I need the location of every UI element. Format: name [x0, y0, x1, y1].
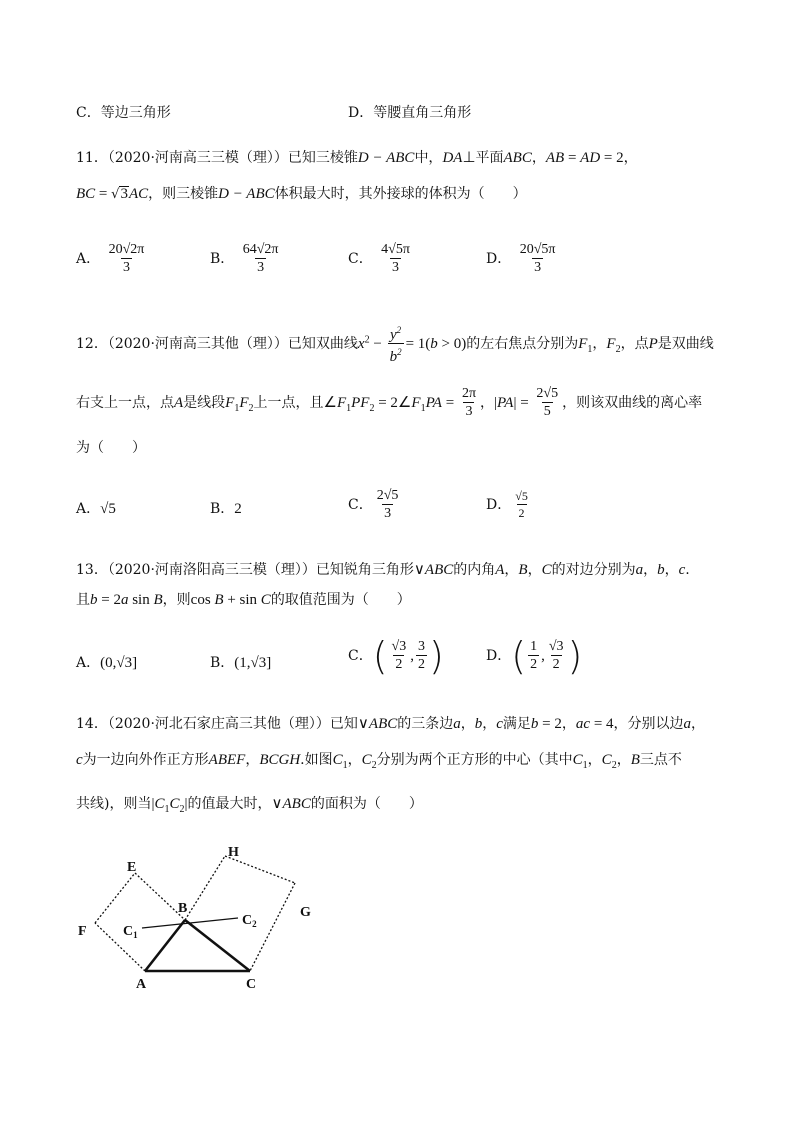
math: C	[361, 752, 372, 768]
math: b	[90, 592, 98, 608]
q12-text: ，点	[620, 336, 649, 352]
math: D − ABC	[218, 186, 275, 202]
math: 1	[234, 402, 240, 414]
math: b	[430, 336, 438, 352]
numerator: 20√5π	[519, 242, 556, 257]
q14-line-1	[76, 714, 705, 734]
math: BCGH	[259, 752, 301, 768]
q14-text: 的三条边	[397, 716, 454, 732]
math: DA	[442, 150, 463, 166]
q13-option-d[interactable]	[486, 636, 582, 676]
q11-option-b[interactable]	[210, 242, 283, 276]
q11-text: 体积最大时，其外接球的体积为（ ）	[274, 186, 527, 202]
q12-option-a[interactable]	[76, 498, 116, 518]
denominator: 3	[122, 260, 130, 275]
math: ⊥	[462, 150, 476, 166]
math: 1	[582, 759, 588, 771]
q11-text: ，则三棱锥	[148, 186, 219, 202]
math: ABC	[282, 796, 311, 812]
q14-text: ，	[347, 752, 362, 768]
square-abef	[95, 873, 188, 971]
q10-option-d[interactable]	[348, 102, 471, 122]
math: F	[225, 395, 235, 411]
label-c: C	[246, 977, 257, 992]
q12-text: 上一点，且	[253, 395, 324, 411]
q11-option-d[interactable]	[486, 242, 559, 276]
math: A	[495, 562, 505, 578]
q14-text: ，	[561, 716, 576, 732]
math: D − ABC	[357, 150, 415, 166]
q12-text: 是线段	[183, 395, 226, 411]
math: a	[635, 562, 644, 578]
math: b	[474, 716, 483, 732]
q11-text: ，	[623, 150, 638, 166]
math: = 1(	[405, 336, 431, 352]
q14-line-2	[76, 750, 682, 776]
math: b	[657, 562, 665, 578]
numerator: 1	[530, 639, 538, 654]
q13-text: 已知锐角三角形	[315, 562, 414, 578]
math: C	[154, 796, 165, 812]
q13-line-2	[76, 590, 411, 610]
label-g: G	[300, 905, 311, 920]
q11-text: 平面	[475, 150, 504, 166]
math: ∨	[413, 562, 425, 578]
q12-text: 为（ ）	[76, 440, 146, 456]
q14-source: （2020·河北石家庄高三其他（理））	[107, 716, 330, 732]
q11-text: 中，	[414, 150, 443, 166]
math: C	[260, 592, 271, 608]
math: AD	[580, 150, 601, 166]
label-h: H	[228, 845, 239, 860]
math: B	[518, 562, 528, 578]
q11-text: ，	[531, 150, 546, 166]
fraction	[513, 488, 530, 522]
fraction	[528, 639, 539, 673]
label-c2: $C_2$	[242, 913, 257, 929]
denominator: 2	[530, 657, 538, 672]
option-label: A．	[76, 655, 101, 671]
q12-line-1	[76, 322, 714, 366]
math: =	[564, 150, 581, 166]
q14-text: 满足	[502, 716, 531, 732]
math: |	[184, 796, 188, 812]
label-a: A	[136, 977, 147, 992]
math: 2	[371, 759, 377, 771]
math: C	[541, 562, 552, 578]
q12-option-c[interactable]	[348, 488, 402, 522]
math: ABEF	[208, 752, 246, 768]
math: ∠	[323, 395, 337, 411]
q13-text: 的内角	[453, 562, 496, 578]
math: cos	[190, 592, 215, 608]
math: 2	[179, 803, 185, 815]
math: |	[494, 395, 498, 411]
left-paren: (	[372, 634, 388, 678]
option-value: 2	[234, 501, 242, 517]
math: a	[453, 716, 461, 732]
right-paren: )	[567, 634, 583, 678]
q13-text: ，则	[162, 592, 191, 608]
q13-text: .	[685, 562, 690, 578]
denominator: 5	[543, 404, 551, 419]
numerator: 20√2π	[108, 242, 145, 257]
q13-option-b[interactable]	[210, 652, 271, 672]
q11-source: （2020·河南高三三模（理））	[107, 150, 288, 166]
left-paren: (	[511, 634, 527, 678]
fraction	[107, 242, 147, 276]
q13-line-1	[76, 560, 690, 580]
q13-source: （2020·河南洛阳高三三模（理））	[107, 562, 316, 578]
q10-option-c[interactable]	[76, 102, 171, 122]
q12-line-2	[76, 386, 702, 420]
q11-option-a[interactable]	[76, 242, 148, 276]
fraction	[388, 322, 404, 366]
math: 2	[364, 334, 370, 346]
option-label: D．	[486, 648, 512, 664]
numerator: 3	[417, 639, 425, 654]
q14-text: ，	[587, 752, 602, 768]
q11-line-1	[76, 148, 638, 168]
math: c	[76, 752, 83, 768]
fraction	[518, 242, 558, 276]
math: 1	[164, 803, 170, 815]
math: C	[169, 796, 180, 812]
q12-number: 12．	[76, 336, 108, 352]
label-b: B	[178, 901, 188, 916]
math: F	[239, 395, 249, 411]
math: 1	[587, 343, 593, 355]
numerator: 64√2π	[242, 242, 279, 257]
label-c1: $C_1$	[123, 924, 138, 940]
q14-figure	[70, 838, 330, 998]
q14-text: .如图	[300, 752, 333, 768]
math: A	[174, 395, 184, 411]
q13-text: 的取值范围为（ ）	[270, 592, 411, 608]
numerator: 4√5π	[381, 242, 410, 257]
option-label: B．	[210, 251, 235, 267]
math: c	[496, 716, 503, 732]
q12-text: 是双曲线	[657, 336, 714, 352]
q13-option-a[interactable]	[76, 652, 137, 672]
q12-option-d[interactable]	[486, 488, 532, 522]
math: =	[441, 395, 458, 411]
math: 2	[369, 402, 375, 414]
q14-text: 为一边向外作正方形	[82, 752, 209, 768]
math: = 2	[538, 716, 562, 732]
option-value: (1,√3]	[234, 655, 272, 671]
math: ∨	[357, 716, 369, 732]
numerator: 2√5	[536, 386, 559, 401]
q14-line-3	[76, 794, 423, 820]
q13-text: 且	[76, 592, 90, 608]
fraction	[534, 386, 560, 420]
denominator: 2	[395, 657, 403, 672]
fraction	[547, 639, 566, 673]
numerator: √3	[391, 639, 407, 654]
q12-option-b[interactable]	[210, 498, 242, 518]
denominator: 3	[384, 506, 392, 521]
q14-number: 14．	[76, 716, 108, 732]
option-label: D．	[486, 251, 512, 267]
segment-c1c2	[142, 918, 238, 928]
q14-text: 的值最大时，	[187, 796, 272, 812]
math: ABC	[368, 716, 398, 732]
q13-option-c[interactable]	[348, 636, 444, 676]
math: PA	[425, 395, 442, 411]
q14-text: ，	[691, 716, 706, 732]
math: B	[630, 752, 640, 768]
q12-text: 右支上一点，点	[76, 395, 174, 411]
math: 2	[615, 343, 621, 355]
q14-text: 的面积为（ ）	[310, 796, 423, 812]
denominator: 3	[257, 260, 265, 275]
q14-text: 三点不	[639, 752, 682, 768]
math: ABC	[424, 562, 454, 578]
math: B	[214, 592, 224, 608]
q12-source: （2020·河南高三其他（理））	[107, 336, 288, 352]
denominator: 2	[518, 506, 525, 520]
math: PA	[497, 395, 514, 411]
math: F	[606, 336, 616, 352]
q13-number: 13．	[76, 562, 108, 578]
math: ABC	[503, 150, 532, 166]
option-label: C．	[348, 251, 373, 267]
math: = 2	[97, 592, 121, 608]
denominator: 2	[552, 657, 560, 672]
option-label: A．	[76, 501, 101, 517]
q12-text: ，则该双曲线的离心率	[562, 395, 703, 411]
square-bcgh	[185, 856, 295, 971]
math: a	[120, 592, 129, 608]
q14-text: ，	[482, 716, 497, 732]
q10-option-d-text: D．等腰直角三角形	[348, 105, 472, 121]
math: C	[601, 752, 612, 768]
right-paren: )	[428, 634, 444, 678]
option-value: √5	[100, 501, 116, 517]
option-label: C．	[348, 648, 373, 664]
q13-text: ，	[664, 562, 679, 578]
option-label: B．	[210, 501, 235, 517]
numerator: 2π	[461, 386, 477, 401]
math: PF	[351, 395, 370, 411]
q11-number: 11．	[76, 150, 108, 166]
math: B	[153, 592, 163, 608]
fraction	[375, 488, 401, 522]
fraction	[390, 639, 409, 673]
q14-text: ，	[460, 716, 475, 732]
math: = 2∠	[374, 395, 412, 411]
denominator: $b^2$	[388, 343, 404, 366]
math: ac	[575, 716, 591, 732]
q14-text: 已知	[329, 716, 358, 732]
math: 3	[120, 186, 128, 202]
math: b	[530, 716, 539, 732]
numerator: √5	[515, 489, 528, 503]
denominator: 3	[534, 260, 542, 275]
math: sin	[128, 592, 154, 608]
math: C	[332, 752, 343, 768]
math: > 0)	[437, 336, 467, 352]
math: 2	[248, 402, 254, 414]
fraction	[379, 242, 412, 276]
math: AC	[128, 186, 149, 202]
math: C	[572, 752, 583, 768]
math: a	[683, 716, 692, 732]
math: P	[648, 336, 658, 352]
math: 1	[420, 402, 426, 414]
q11-text: 已知三棱锥	[287, 150, 358, 166]
math: c	[678, 562, 686, 578]
q13-text: ，	[504, 562, 519, 578]
math: | =	[513, 395, 533, 411]
q12-text: ，	[592, 336, 607, 352]
option-label: B．	[210, 655, 235, 671]
option-label: C．	[348, 497, 373, 513]
math: AB	[545, 150, 565, 166]
label-e: E	[127, 860, 137, 875]
math: = 2	[600, 150, 624, 166]
math: ∨	[271, 796, 283, 812]
math: F	[411, 395, 421, 411]
math: F	[336, 395, 347, 411]
label-f: F	[78, 924, 87, 939]
numerator: $y^2$	[389, 325, 402, 343]
triangle-abc	[145, 920, 250, 971]
math: = 4	[590, 716, 614, 732]
comma: ,	[410, 648, 414, 664]
math: BC	[76, 186, 96, 202]
q13-text: 的对边分别为	[551, 562, 636, 578]
math: −	[369, 336, 386, 352]
denominator: 3	[465, 404, 473, 419]
math: 1	[346, 402, 352, 414]
option-value: (0,√3]	[100, 655, 138, 671]
q14-text: 分别为两个正方形的中心（其中	[376, 752, 573, 768]
math: F	[578, 336, 588, 352]
q12-text: 的左右焦点分别为	[466, 336, 579, 352]
fraction	[460, 386, 478, 420]
denominator: 3	[392, 260, 400, 275]
q14-text: ，分别以边	[613, 716, 684, 732]
math: =	[95, 186, 112, 202]
math: √	[111, 187, 120, 202]
math: |	[151, 796, 155, 812]
q11-option-c[interactable]	[348, 242, 414, 276]
numerator: √3	[548, 639, 564, 654]
denominator: 2	[417, 657, 425, 672]
comma: ,	[541, 648, 545, 664]
math: + sin	[223, 592, 261, 608]
math: 2	[611, 759, 617, 771]
q12-line-3	[76, 438, 146, 458]
q14-text: ，	[245, 752, 260, 768]
math: 1	[342, 759, 348, 771]
q13-text: ，	[527, 562, 542, 578]
option-label: A．	[76, 251, 101, 267]
fraction	[416, 639, 427, 673]
q14-text: 共线)，则当	[76, 796, 152, 812]
fraction	[241, 242, 281, 276]
q14-text: ，	[616, 752, 631, 768]
q12-text: ，	[480, 395, 495, 411]
option-label: D．	[486, 497, 512, 513]
q12-text: 已知双曲线	[287, 336, 358, 352]
q10-option-c-text: C．等边三角形	[76, 105, 171, 121]
numerator: 2√5	[376, 488, 399, 503]
q11-line-2	[76, 184, 527, 205]
q13-text: ，	[643, 562, 658, 578]
math: x	[357, 336, 365, 352]
